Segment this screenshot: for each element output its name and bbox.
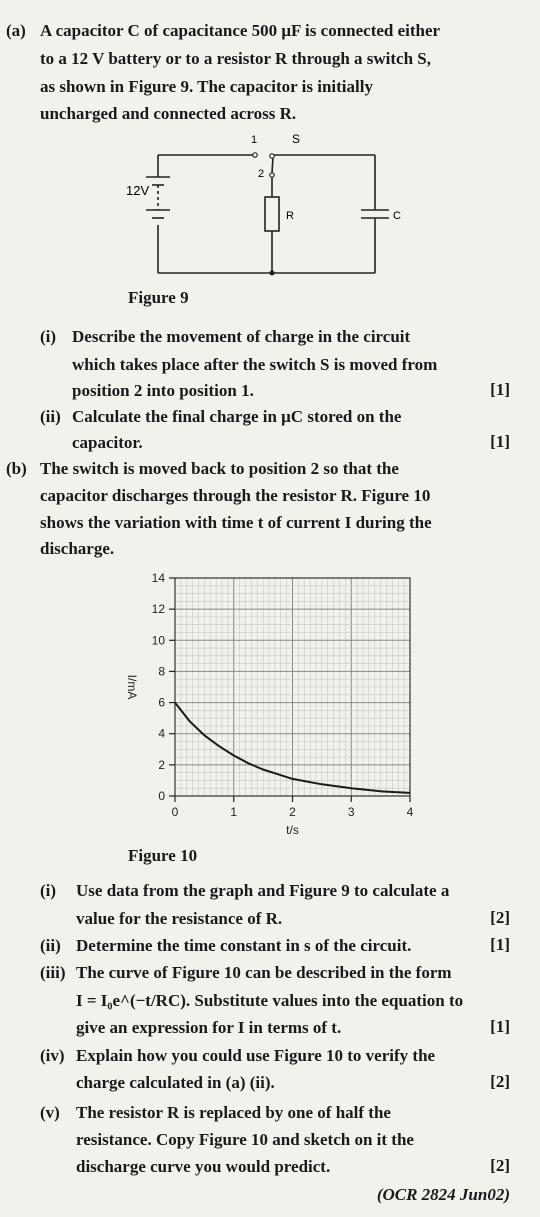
qb2-line-1: Determine the time constant in s of the circuit. bbox=[76, 936, 412, 955]
part-b-label: (b) bbox=[6, 459, 27, 478]
qb2-marks: [1] bbox=[490, 935, 510, 954]
qa1-line-1: Describe the movement of charge in the circuit bbox=[72, 327, 411, 346]
qb3-line-3: give an expression for I in terms of t. bbox=[76, 1018, 342, 1037]
switch-contact-1 bbox=[253, 153, 257, 157]
switch-label: S bbox=[292, 132, 301, 146]
part-a-label: (a) bbox=[6, 21, 26, 40]
qb3-line-2: I = I₀e^(−t/RC). Substitute values into the equation to bbox=[76, 991, 464, 1010]
figure-9-caption: Figure 9 bbox=[128, 288, 189, 307]
source-citation: (OCR 2824 Jun02) bbox=[376, 1185, 510, 1204]
switch-pos2-label: 2 bbox=[258, 168, 265, 180]
qb3-line-1: The curve of Figure 10 can be described in the form bbox=[76, 963, 452, 982]
qb5-num: (v) bbox=[40, 1103, 60, 1122]
x-tick-label: 0 bbox=[171, 805, 179, 819]
y-tick-label: 14 bbox=[151, 571, 165, 585]
qb4-marks: [2] bbox=[490, 1072, 510, 1091]
resistor-label: R bbox=[286, 210, 294, 222]
figure-10-caption: Figure 10 bbox=[128, 846, 198, 865]
part-b-line-1: The switch is moved back to position 2 so that the bbox=[40, 459, 399, 478]
battery-label: 12V bbox=[126, 183, 150, 198]
x-axis-label: t/s bbox=[286, 823, 299, 837]
qa1-line-3: position 2 into position 1. bbox=[72, 381, 254, 400]
qb3-num: (iii) bbox=[40, 963, 66, 982]
part-b-line-2: capacitor discharges through the resistor R. Figure 10 bbox=[40, 486, 431, 505]
qb5-line-3: discharge curve you would predict. bbox=[76, 1157, 331, 1176]
switch-pivot bbox=[270, 154, 274, 158]
capacitor-label: C bbox=[393, 210, 401, 222]
y-tick-label: 2 bbox=[158, 757, 165, 772]
qa2-num: (ii) bbox=[40, 407, 61, 426]
y-tick-label: 8 bbox=[158, 664, 165, 679]
qa1-num: (i) bbox=[40, 327, 57, 346]
y-tick-label: 0 bbox=[158, 789, 165, 803]
qb2-num: (ii) bbox=[40, 936, 61, 955]
qa1-marks: [1] bbox=[490, 380, 510, 399]
qb5-line-1: The resistor R is replaced by one of half the bbox=[76, 1103, 391, 1122]
y-tick-label: 6 bbox=[158, 695, 165, 710]
qb3-marks: [1] bbox=[490, 1017, 510, 1036]
y-tick-label: 12 bbox=[151, 602, 165, 617]
qb1-line-1: Use data from the graph and Figure 9 to calculate a bbox=[76, 881, 450, 900]
part-a-line-2: to a 12 V battery or to a resistor R through a switch S, bbox=[40, 49, 431, 68]
figure-10-chart bbox=[110, 568, 430, 838]
qb1-marks: [2] bbox=[490, 908, 510, 927]
qb1-num: (i) bbox=[40, 881, 57, 900]
qb5-marks: [2] bbox=[490, 1156, 510, 1175]
qa2-line-1: Calculate the final charge in μC stored on the bbox=[72, 407, 402, 426]
qb4-line-2: charge calculated in (a) (ii). bbox=[76, 1073, 275, 1092]
part-b-line-3: shows the variation with time t of current I during the bbox=[40, 513, 432, 532]
part-a-line-3: as shown in Figure 9. The capacitor is initially bbox=[40, 77, 373, 96]
qb4-line-1: Explain how you could use Figure 10 to verify the bbox=[76, 1046, 436, 1065]
qa2-marks: [1] bbox=[490, 432, 510, 451]
qa2-line-2: capacitor. bbox=[72, 433, 143, 452]
part-a-line-1: A capacitor C of capacitance 500 μF is connected either bbox=[40, 21, 441, 40]
part-b-line-4: discharge. bbox=[40, 539, 115, 558]
qb1-line-2: value for the resistance of R. bbox=[76, 909, 283, 928]
x-tick-label: 3 bbox=[347, 805, 355, 819]
x-tick-label: 1 bbox=[230, 805, 238, 819]
qa1-line-2: which takes place after the switch S is moved from bbox=[72, 355, 438, 374]
y-tick-label: 10 bbox=[151, 633, 165, 648]
switch-contact-2 bbox=[270, 173, 274, 177]
qb5-line-2: resistance. Copy Figure 10 and sketch on it the bbox=[76, 1130, 414, 1149]
y-tick-label: 4 bbox=[158, 726, 165, 741]
x-tick-label: 2 bbox=[289, 805, 296, 819]
circuit-diagram bbox=[110, 125, 400, 285]
qb4-num: (iv) bbox=[40, 1046, 65, 1065]
junction-dot bbox=[270, 271, 275, 276]
switch-pos1-label: 1 bbox=[251, 134, 258, 146]
x-tick-label: 4 bbox=[406, 805, 414, 819]
y-axis-label: I/mA bbox=[125, 674, 139, 700]
part-a-line-4: uncharged and connected across R. bbox=[40, 104, 297, 123]
